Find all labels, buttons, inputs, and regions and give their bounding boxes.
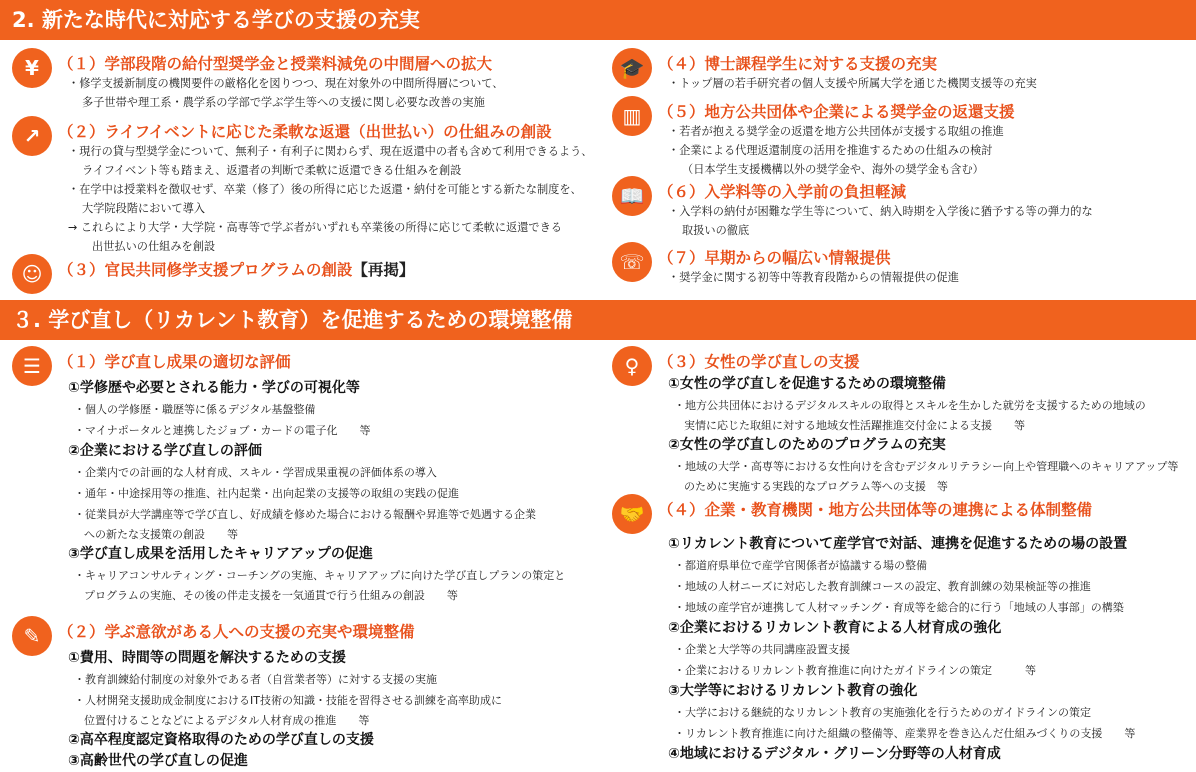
teacher-icon: ✎ — [12, 616, 52, 656]
woman-icon: ♀ — [612, 346, 652, 386]
document-icon: ☰ — [12, 346, 52, 386]
person-icon: ☺ — [12, 254, 52, 294]
building-icon: ▥ — [612, 96, 652, 136]
graduate-icon: 🎓 — [612, 48, 652, 88]
reading-icon: 📖 — [612, 176, 652, 216]
section-3-header: ３. 学び直し（リカレント教育）を促進するための環境整備 — [0, 300, 1196, 340]
support-icon: ☏ — [612, 242, 652, 282]
section-2-header: 2. 新たな時代に対応する学びの支援の充実 — [0, 0, 1196, 40]
yen-icon: ¥ — [12, 48, 52, 88]
graph-icon: ↗ — [12, 116, 52, 156]
handshake-icon: 🤝 — [612, 494, 652, 534]
